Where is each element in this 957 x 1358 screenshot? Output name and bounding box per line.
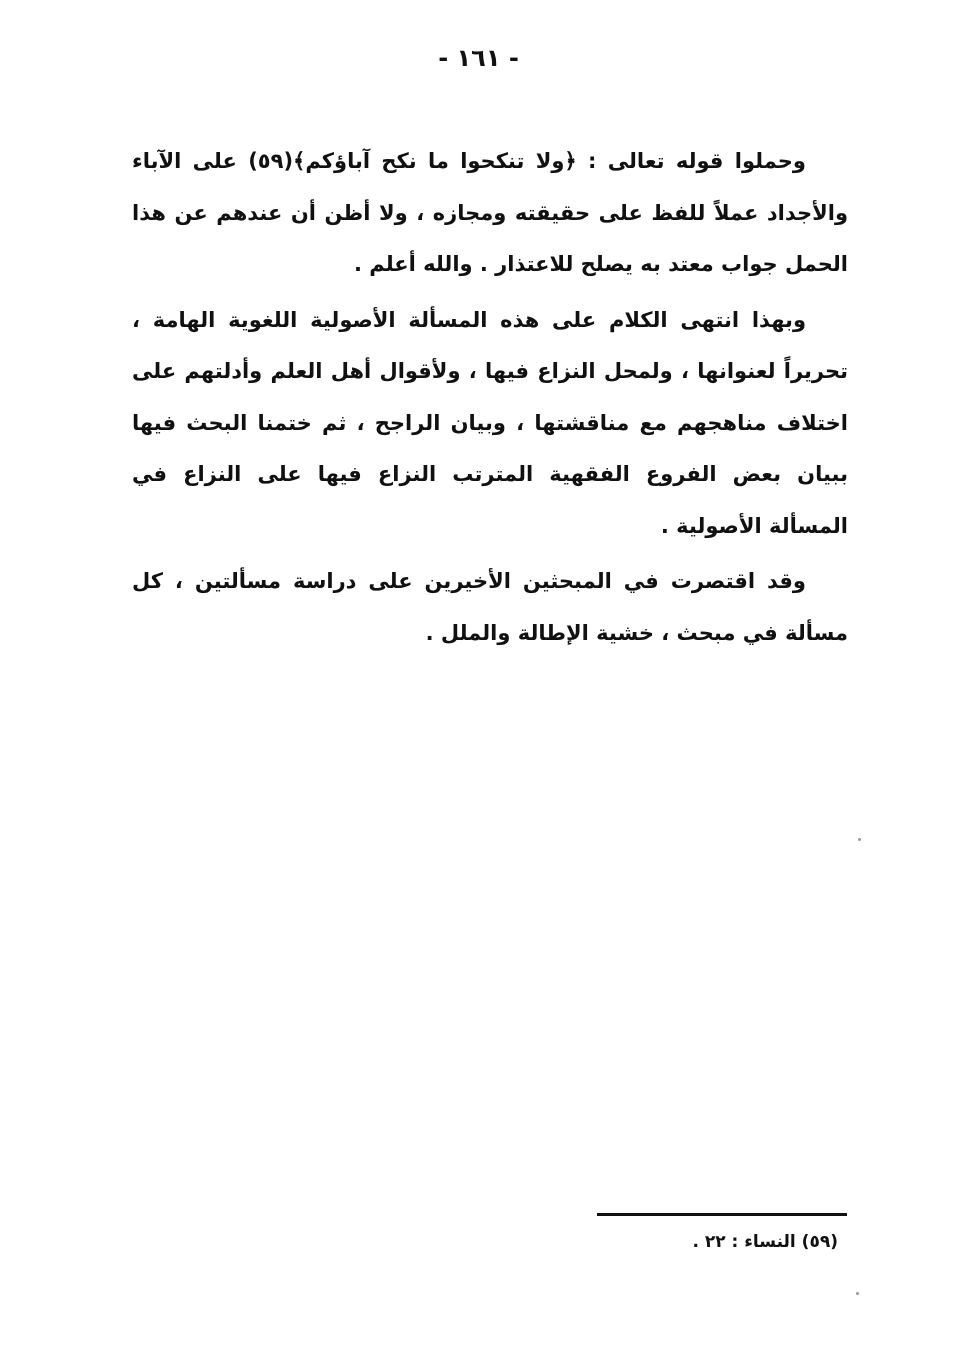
paragraph: وبهذا انتهى الكلام على هذه المسألة الأصولية اللغوية الهامة ، تحريراً لعنوانها ، ولمحل النزاع فيها ، ولأقوال أهل العلم وأدلتهم على اختلاف مناهجهم مع مناقشتها ، وبيان الراجح ، ثم ختمنا البحث فيها ببيان بعض الفروع الفقهية المترتب النزاع فيها على النزاع في المسألة الأصولية . <box>132 307 848 538</box>
footnote: (٥٩) النساء : ٢٢ . <box>692 1232 838 1252</box>
scan-speck <box>856 1292 859 1295</box>
paragraph: وقد اقتصرت في المبحثين الأخيرين على دراسة مسألتين ، كل مسألة في مبحث ، خشية الإطالة والملل . <box>132 569 848 645</box>
page-number: - ١٦١ - <box>438 44 519 72</box>
paragraph: وحملوا قوله تعالى : ﴿ولا تنكحوا ما نكح آباؤكم﴾(٥٩) على الآباء والأجداد عملاً للفظ على حقيقته ومجازه ، ولا أظن أن عندهم عن هذا الحمل جواب معتد به يصلح للاعتذار . والله أعلم . <box>132 149 848 276</box>
scan-speck <box>858 838 861 841</box>
footnote-separator <box>597 1213 847 1216</box>
main-text <box>132 136 848 659</box>
